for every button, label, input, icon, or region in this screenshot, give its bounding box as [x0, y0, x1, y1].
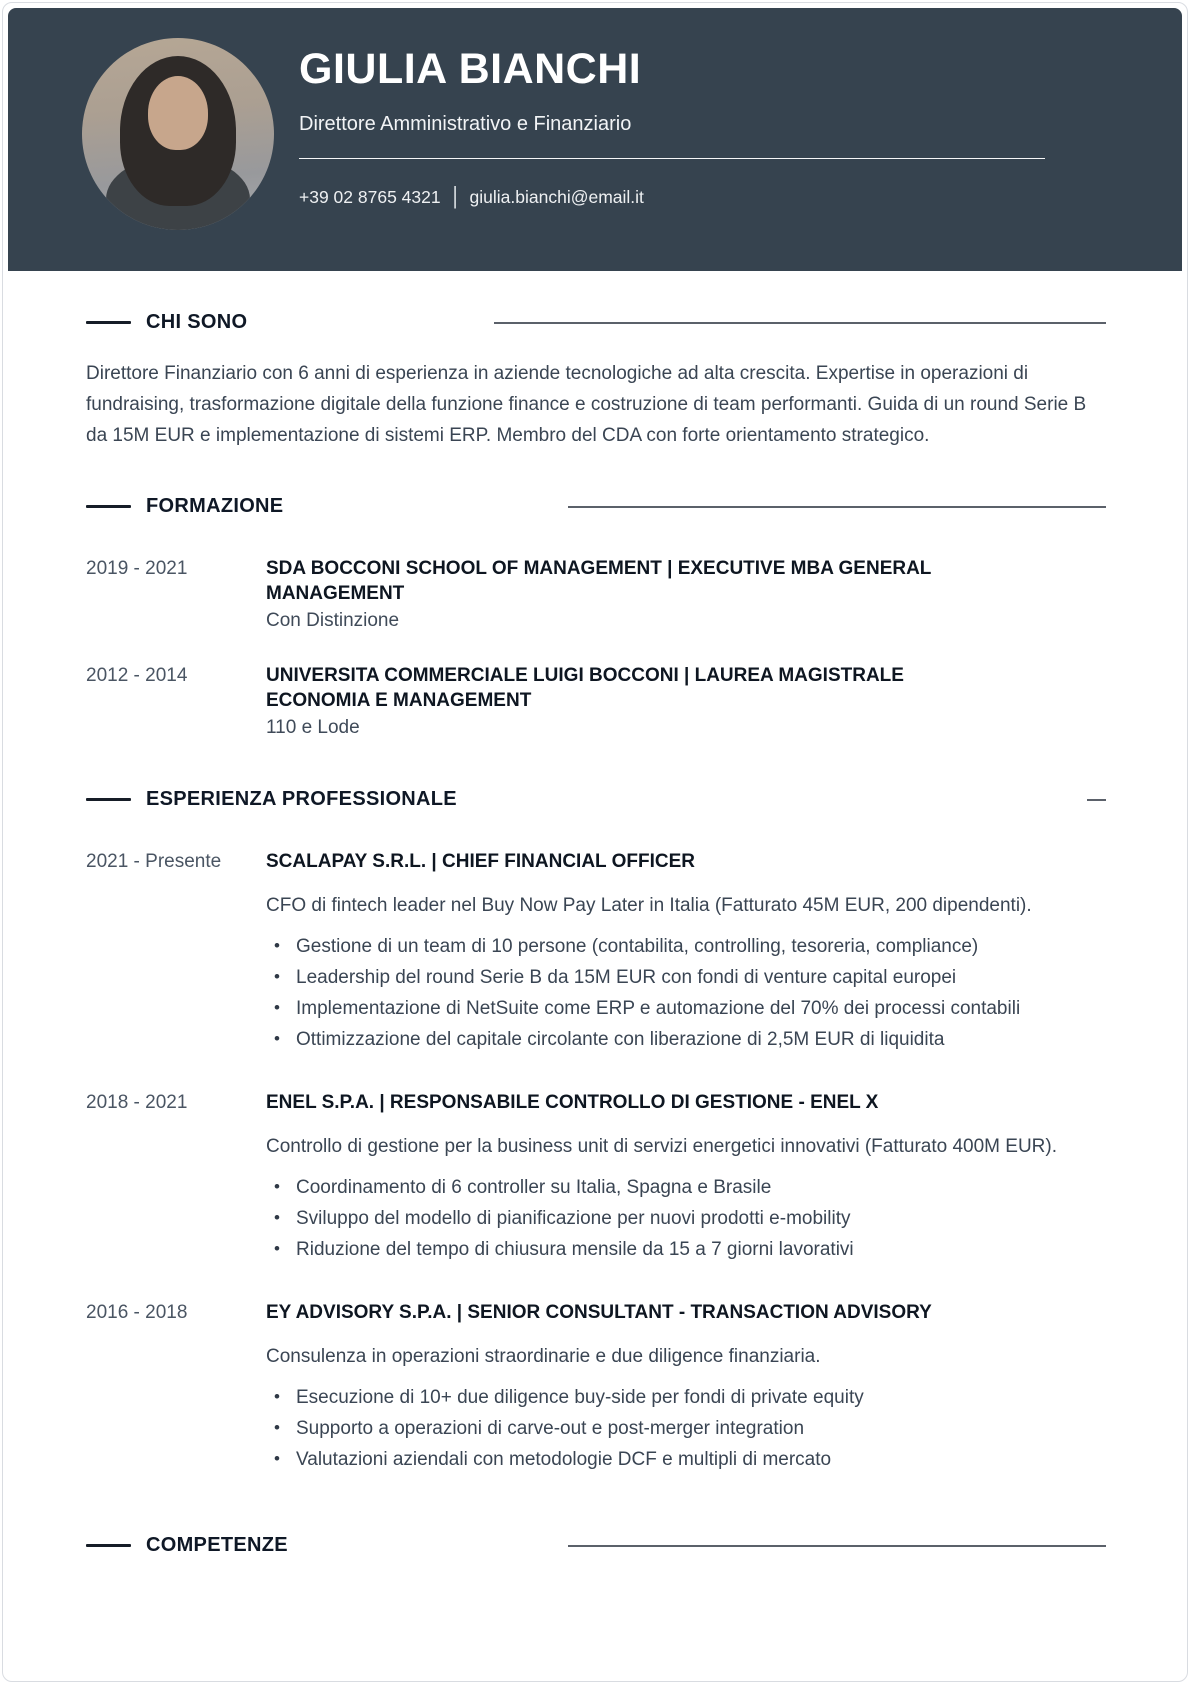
education-details [266, 556, 1106, 633]
profile-photo [82, 38, 274, 230]
section-skills [86, 1534, 1106, 1557]
section-about [86, 311, 1106, 451]
education-entry [86, 556, 1106, 633]
header-text [299, 44, 1045, 208]
experience-role-title: ENEL S.P.A. | RESPONSABILE CONTROLLO DI GESTIONE - ENEL X [266, 1092, 879, 1113]
photo-silhouette-face [148, 76, 208, 150]
education-degree-title: UNIVERSITA COMMERCIALE LUIGI BOCCONI | LAUREA MAGISTRALE ECONOMIA E MANAGEMENT [266, 665, 904, 711]
contact-line [299, 183, 1045, 210]
experience-entry [86, 1300, 1106, 1472]
education-note: 110 e Lode [266, 717, 360, 738]
experience-bullet-list [266, 1175, 1106, 1262]
education-details [266, 663, 1106, 740]
header [8, 8, 1182, 271]
experience-period: 2016 - 2018 [86, 1302, 188, 1323]
section-skills-title: COMPETENZE [146, 1534, 288, 1556]
section-experience-title: ESPERIENZA PROFESSIONALE [146, 788, 457, 810]
experience-summary: CFO di fintech leader nel Buy Now Pay Later in Italia (Fatturato 45M EUR, 200 dipendenti). [266, 895, 1032, 916]
heading-dash [86, 321, 131, 324]
education-period: 2019 - 2021 [86, 558, 188, 579]
experience-entry [86, 1090, 1106, 1262]
experience-period: 2021 - Presente [86, 851, 222, 872]
section-about-header [86, 311, 1106, 334]
heading-rule [1087, 799, 1106, 801]
cv-page [2, 2, 1188, 1682]
experience-details [266, 849, 1106, 1052]
job-title: Direttore Amministrativo e Finanziario [299, 113, 632, 135]
email-address: giulia.bianchi@email.it [469, 186, 644, 207]
section-education [86, 495, 1106, 740]
heading-rule [494, 322, 1106, 324]
heading-dash [86, 798, 131, 801]
experience-bullet: • Implementazione di NetSuite come ERP e automazione del 70% dei processi contabili [266, 996, 1072, 1021]
about-paragraph: Direttore Finanziario con 6 anni di esperienza in aziende tecnologiche ad alta crescita. Expertise in operazioni di fundraising, trasformazione digitale della funzione finance e costruzione di team performanti. Guida di un round Serie B da 15M EUR e implementazione di sistemi ERP. Membro del CDA con forte orientamento strategico. [86, 363, 1087, 446]
cv-content [3, 311, 1187, 1557]
section-experience-header [86, 788, 1106, 811]
experience-bullet: • Supporto a operazioni di carve-out e post-merger integration [266, 1416, 1072, 1441]
experience-bullet: • Valutazioni aziendali con metodologie DCF e multipli di mercato [266, 1447, 1072, 1472]
experience-summary: Controllo di gestione per la business unit di servizi energetici innovativi (Fatturato 400M EUR). [266, 1136, 1057, 1157]
experience-entry [86, 849, 1106, 1052]
experience-bullet: • Sviluppo del modello di pianificazione per nuovi prodotti e-mobility [266, 1206, 1072, 1231]
heading-rule [568, 1545, 1106, 1547]
education-period: 2012 - 2014 [86, 665, 188, 686]
experience-role-title: EY ADVISORY S.P.A. | SENIOR CONSULTANT - TRANSACTION ADVISORY [266, 1302, 932, 1323]
person-name: GIULIA BIANCHI [299, 45, 642, 93]
experience-bullet: • Riduzione del tempo di chiusura mensile da 15 a 7 giorni lavorativi [266, 1237, 1072, 1262]
experience-bullet: • Ottimizzazione del capitale circolante con liberazione di 2,5M EUR di liquidita [266, 1027, 1072, 1052]
section-skills-header [86, 1534, 1106, 1557]
experience-role-title: SCALAPAY S.R.L. | CHIEF FINANCIAL OFFICER [266, 851, 695, 872]
experience-bullet: • Leadership del round Serie B da 15M EUR con fondi di venture capital europei [266, 965, 1072, 990]
header-divider [299, 158, 1045, 159]
experience-details [266, 1300, 1106, 1472]
experience-bullet: • Esecuzione di 10+ due diligence buy-side per fondi di private equity [266, 1385, 1072, 1410]
section-education-title: FORMAZIONE [146, 495, 284, 517]
experience-bullet-list [266, 934, 1106, 1052]
experience-bullet: • Gestione di un team di 10 persone (contabilita, controlling, tesoreria, compliance) [266, 934, 1072, 959]
contact-separator: | [452, 183, 458, 210]
heading-dash [86, 505, 131, 508]
education-degree-title: SDA BOCCONI SCHOOL OF MANAGEMENT | EXECUTIVE MBA GENERAL MANAGEMENT [266, 558, 932, 604]
heading-rule [568, 506, 1106, 508]
section-education-header [86, 495, 1106, 518]
experience-details [266, 1090, 1106, 1262]
heading-dash [86, 1544, 131, 1547]
education-note: Con Distinzione [266, 610, 400, 631]
section-experience [86, 788, 1106, 1472]
experience-bullet: • Coordinamento di 6 controller su Italia, Spagna e Brasile [266, 1175, 1072, 1200]
experience-bullet-list [266, 1385, 1106, 1472]
section-about-title: CHI SONO [146, 311, 248, 333]
phone-number: +39 02 8765 4321 [299, 186, 441, 207]
experience-summary: Consulenza in operazioni straordinarie e due diligence finanziaria. [266, 1346, 821, 1367]
education-entry [86, 663, 1106, 740]
experience-period: 2018 - 2021 [86, 1092, 188, 1113]
